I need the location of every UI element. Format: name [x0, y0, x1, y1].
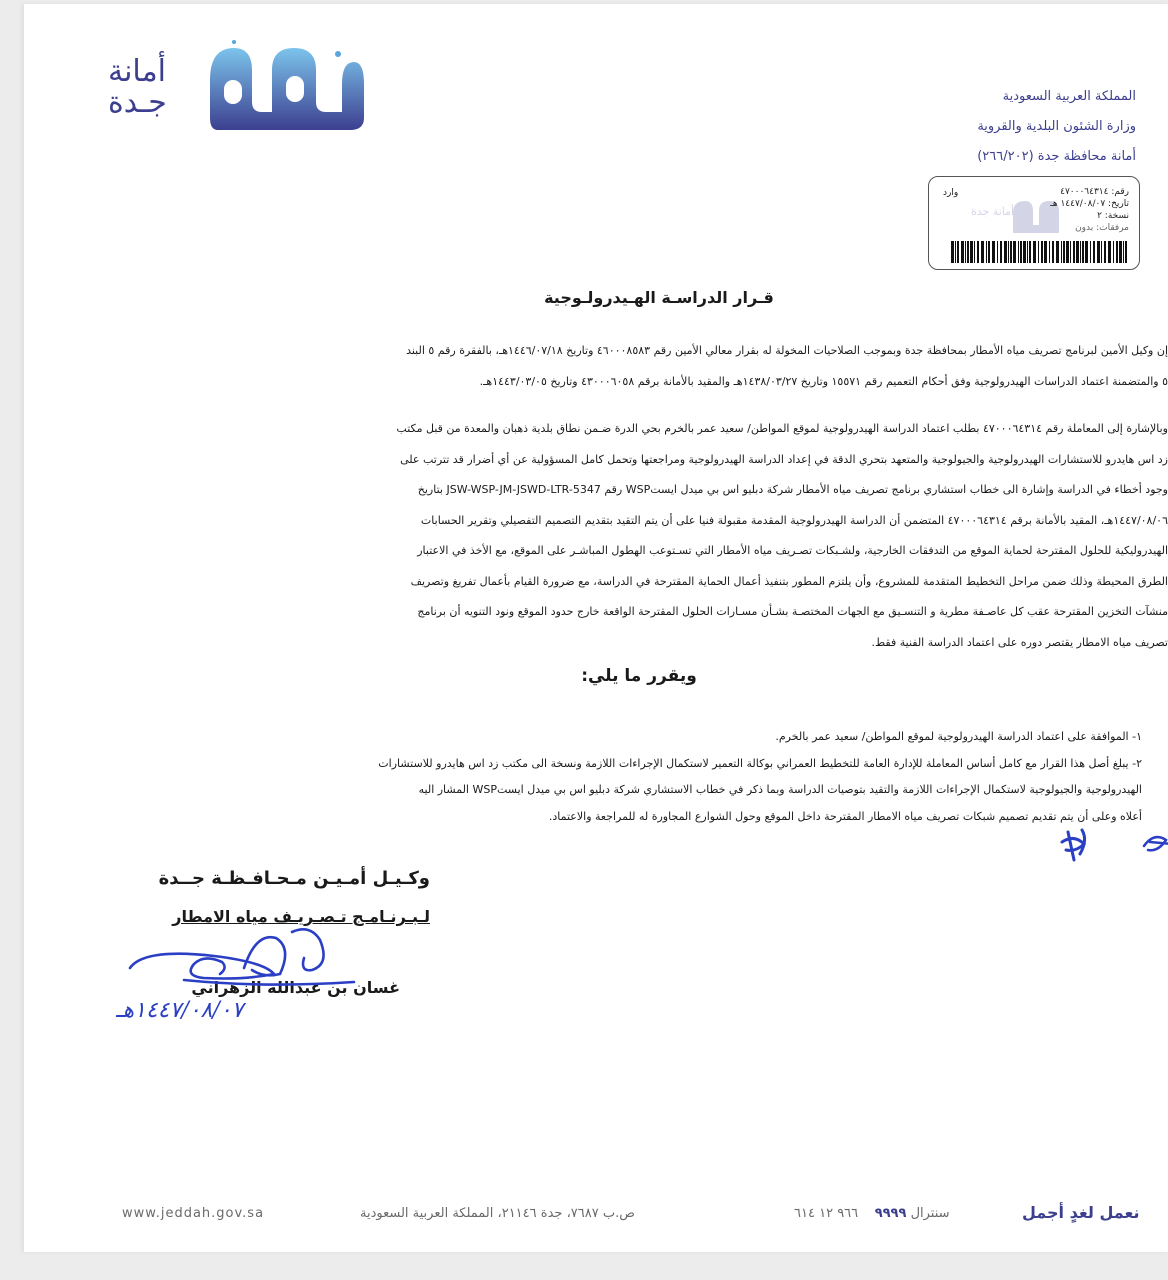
footer-slogan: نعمل لغدٍ أجمل — [1022, 1203, 1140, 1222]
footer-phone-full: ٩٦٦ ١٢ ٦١٤ — [794, 1206, 859, 1221]
letterhead-amanah: أمانة محافظة جدة (٢٦٦/٢٠٢) — [977, 149, 1136, 164]
barcode — [951, 241, 1131, 263]
decision-items — [82, 724, 1142, 830]
decision-item: ٢- يبلغ أصل هذا القرار مع كامل أساس المعاملة للإدارة العامة للتخطيط العمراني بوكالة التعمير لاستكمال الإجراءات اللازمة ونسخة الى مكتب زد اس هايدرو للاستشارات — [378, 756, 1142, 770]
letterhead — [876, 82, 1136, 172]
decision-item: ١- الموافقة على اعتماد الدراسة الهيدرولوجية لموقع المواطن/ سعيد عمر بالخرم. — [775, 730, 1142, 743]
handwritten-initials — [1054, 824, 1168, 868]
document-page — [24, 4, 1168, 1252]
footer-phone-short: ٩٩٩٩ — [874, 1206, 907, 1221]
stamp-attachments: مرفقات: بدون — [1075, 223, 1129, 233]
paragraph-line: ١٤٤٧/٠٨/٠٦هـ، المقيد بالأمانة برقم ٤٧٠٠٠٦٤٣١٤ المتضمن أن الدراسة الهيدرولوجية المقدمة مقبولة فنيا على أن يتم التقيد بتقديم التصميم التفصيلي وتقرير الحسابات — [420, 513, 1168, 527]
stamp-incoming: وارد — [943, 188, 959, 198]
paragraph-line: وجود أخطاء في الدراسة وإشارة الى خطاب استشاري برنامج تصريف مياه الأمطار شركة دبليو اس بي ميدل ايستWSP رقم JSW-WSP-JM-JSWD-LTR-5347 بتاريخ — [417, 483, 1168, 496]
stamp-copy: نسخة: ٢ — [1097, 211, 1129, 221]
footer — [24, 1200, 1168, 1230]
letterhead-ministry: وزارة الشئون البلدية والقروية — [977, 119, 1136, 134]
logo-line-1: أمانة — [108, 54, 166, 89]
logo-line-2: جـدة — [108, 85, 167, 120]
letterhead-country: المملكة العربية السعودية — [1002, 89, 1136, 104]
paragraph-line: ٥ والمتضمنة اعتماد الدراسات الهيدرولوجية وفق أحكام التعميم رقم ١٥٥٧١ وتاريخ ١٤٣٨/٠٣/٢٧هـ والمقيد بالأمانة برقم ٤٣٠٠٠٦٠٥٨ وتاريخ ١٤٤٣/٠٣/٠٥هـ. — [479, 374, 1168, 388]
paragraph-line: تصريف مياه الامطار يقتصر دوره على اعتماد الدراسة الفنية فقط. — [871, 635, 1168, 649]
paragraph-line: منشآت التخزين المقترحة عقب كل عاصـفة مطرية و التنسـيق مع الجهات المختصـة بشـأن مسـارات الحلول المقترحة الواقعة خارج حدود الموقع ونود التنويه أن برنامج — [417, 605, 1168, 618]
footer-address: ص.ب ٧٦٨٧، جدة ٢١١٤٦، المملكة العربية السعودية — [360, 1206, 635, 1221]
footer-phone — [794, 1206, 950, 1221]
paragraph-line: وبالإشارة إلى المعاملة رقم ٤٧٠٠٠٦٤٣١٤ بطلب اعتماد الدراسة الهيدرولوجية لموقع المواطن/ سعيد عمر بالخرم بحي الدرة ضـمن نطاق بلدية ذهبان والمعدة من قبل مكتب — [396, 422, 1168, 435]
signatory-program: لـبـرنـامـج تـصـريـف مياه الامطار — [172, 907, 430, 926]
paragraph-line: زد اس هايدرو للاستشارات الهيدرولوجية والجيولوجية والمتعهد بتحري الدقة في إعداد الدراسة الهيدرولوجية ومراجعتها وتحمل كامل المسؤولية عن أي أضرار قد تترتب على — [400, 452, 1168, 466]
stamp-number: رقم: ٤٧٠٠٠٦٤٣١٤ — [1060, 187, 1129, 197]
handwritten-signature — [124, 918, 364, 998]
footer-phone-prefix: سنترال — [910, 1206, 950, 1221]
decision-item: أعلاه وعلى أن يتم تقديم تصميم شبكات تصريف مياه الامطار المقترحة داخل الموقع وحول الشوارع المجاورة له للمراجعة والاعتماد. — [548, 809, 1142, 823]
paragraph-line: الهيدروليكية للحلول المقترحة لحماية الموقع من التدفقات الخارجية، ولشـبكات تصـريف مياه الأمطار التي تسـتوعب الهطول المباشـر على الموقع، مع الأخذ في الاعتبار — [417, 544, 1168, 557]
stamp-date: تاريخ: ١٤٤٧/٠٨/٠٧ هـ — [1050, 199, 1129, 209]
document-title: قـرار الدراسـة الهـيدرولـوجية — [544, 288, 774, 307]
paragraph-body — [108, 414, 1168, 658]
registration-stamp — [928, 176, 1140, 270]
stamp-watermark-text: أمانة جدة — [971, 205, 1015, 218]
handwritten-date: ١٤٤٧/٠٨/٠٧هـ — [116, 998, 244, 1023]
logo-wordmark — [108, 56, 204, 118]
signatory-title: وكـيـل أمـيـن مـحـافـظـة جــدة — [158, 868, 430, 889]
paragraph-intro — [108, 336, 1168, 397]
footer-website[interactable]: www.jeddah.gov.sa — [122, 1206, 265, 1221]
paragraph-line: الطرق المحيطة وذلك ضمن مراحل التخطيط المتقدمة للمشروع، وأن يلتزم المطور بتنفيذ أعمال الحماية المقترحة في الدراسة، مع ضرورة القيام بأعمال تفريغ وتصريف — [410, 574, 1168, 588]
paragraph-line: إن وكيل الأمين لبرنامج تصريف مياه الأمطار بمحافظة جدة وبموجب الصلاحيات المخولة له بقرار معالي الأمين رقم ٤٦٠٠٠٨٥٨٣ وتاريخ ١٤٤٦/٠٧/١٨هـ، بالفقرة رقم ٥ البند — [406, 344, 1168, 357]
signatory-name: غسان بن عبدالله الزهراني — [191, 978, 400, 997]
decision-item: الهيدرولوجية والجيولوجية لاستكمال الإجراءات اللازمة والتقيد بتوصيات الدراسة وبما ذكر في خطاب الاستشاري شركة دبليو اس بي ميدل ايستWSP المشار اليه — [418, 783, 1142, 796]
decision-heading: ويقرر ما يلي: — [581, 666, 697, 686]
